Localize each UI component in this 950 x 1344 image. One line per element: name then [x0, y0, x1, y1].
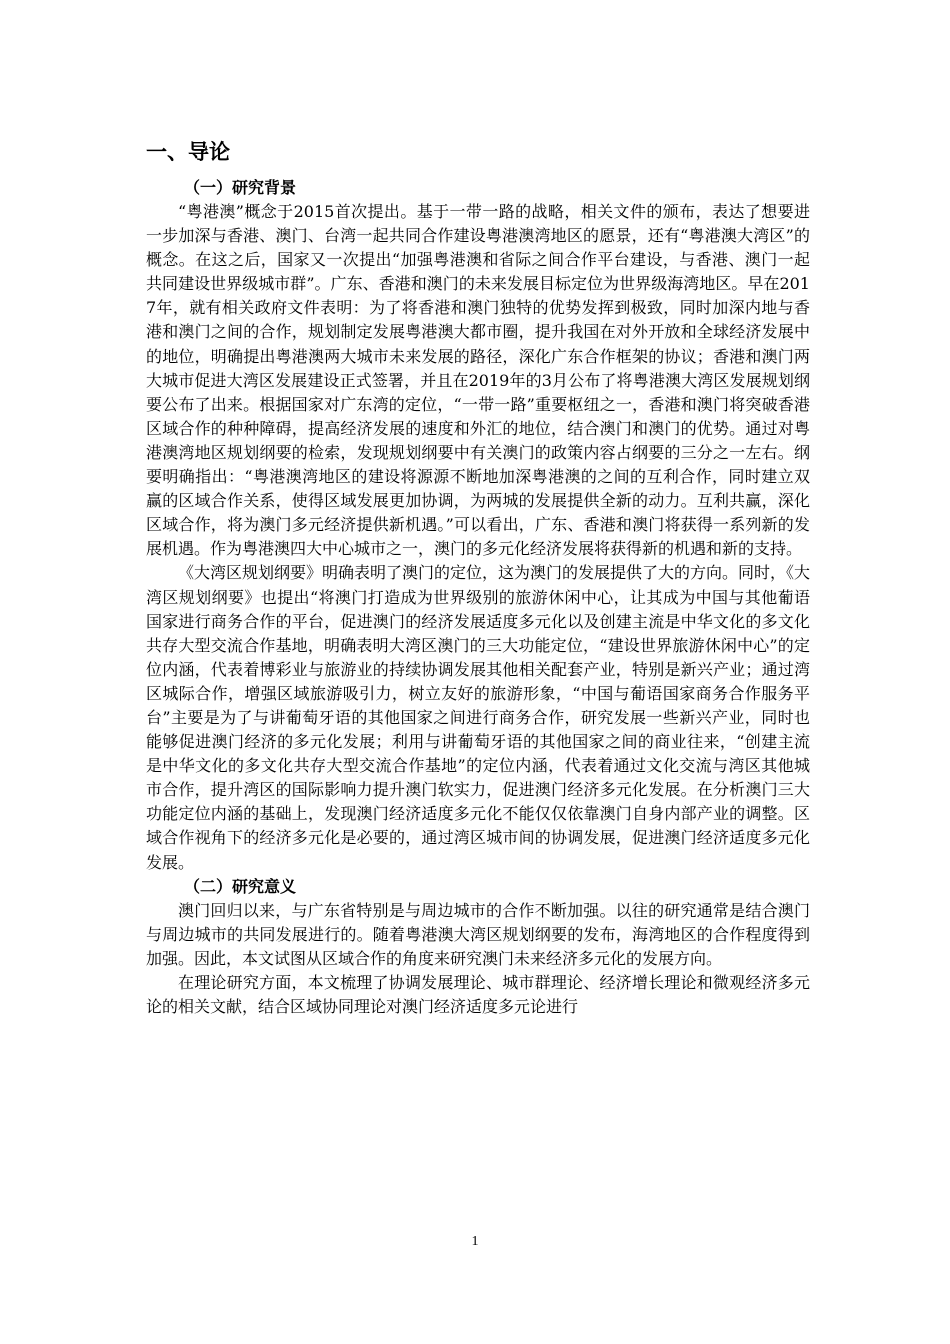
- paragraph: “粤港澳”概念于2015首次提出。基于一带一路的战略，相关文件的颁布，表达了想要进一步加深与香港、澳门、台湾一起共同合作建设粤港澳湾地区的愿景，还有“粤港澳大湾区”的概念。在这之后，国家又一次提出“加强粤港澳和省际之间合作平台建设，与香港、澳门一起共同建设世界级城市群”。广东、香港和澳门的未来发展目标定位为世界级海湾地区。早在2017年，就有相关政府文件表明：为了将香港和澳门独特的优势发挥到极致，同时加深内地与香港和澳门之间的合作，规划制定发展粤港澳大都市圈，提升我国在对外开放和全球经济发展中的地位，明确提出粤港澳两大城市未来发展的路径，深化广东合作框架的协议；香港和澳门两大城市促进大湾区发展建设正式签署，并且在2019年的3月公布了将粤港澳大湾区发展规划纲要公布了出来。根据国家对广东湾的定位，“一带一路”重要枢纽之一，香港和澳门将突破香港区域合作的种种障碍，提高经济发展的速度和外汇的地位，结合澳门和澳门的优势。通过对粤港澳湾地区规划纲要的检索，发现规划纲要中有关澳门的政策内容占纲要的三分之一左右。纲要明确指出：“粤港澳湾地区的建设将源源不断地加深粤港澳的之间的互利合作，同时建立双赢的区域合作关系，使得区域发展更加协调，为两城的发展提供全新的动力。互利共赢，深化区域合作，将为澳门多元经济提供新机遇。”可以看出，广东、香港和澳门将获得一系列新的发展机遇。作为粤港澳四大中心城市之一，澳门的多元化经济发展将获得新的机遇和新的支持。: [146, 202, 810, 559]
- section-heading-background: （一）研究背景: [184, 178, 297, 197]
- page-number: 1: [471, 1234, 479, 1249]
- paragraph: 澳门回归以来，与广东省特别是与周边城市的合作不断加强。以往的研究通常是结合澳门与周边城市的共同发展进行的。随着粤港澳大湾区规划纲要的发布，海湾地区的合作程度得到加强。因此，本文试图从区域合作的角度来研究澳门未来经济多元化的发展方向。: [146, 900, 810, 968]
- page-content: [146, 138, 810, 1019]
- chapter-heading: 一、导论: [146, 140, 230, 164]
- paragraph: 《大湾区规划纲要》明确表明了澳门的定位，这为澳门的发展提供了大的方向。同时，《大湾区规划纲要》也提出“将澳门打造成为世界级别的旅游休闲中心，让其成为中国与其他葡语国家进行商务合作的平台，促进澳门的经济发展适度多元化以及创建主流是中华文化的多文化共存大型交流合作基地，明确表明大湾区澳门的三大功能定位，“建设世界旅游休闲中心”的定位内涵，代表着博彩业与旅游业的持续协调发展其他相关配套产业，特别是新兴产业；通过湾区城际合作，增强区域旅游吸引力，树立友好的旅游形象，“中国与葡语国家商务合作服务平台”主要是为了与讲葡萄牙语的其他国家之间进行商务合作，研究发展一些新兴产业，同时也能够促进澳门经济的多元化发展；利用与讲葡萄牙语的其他国家之间的商业往来，“创建主流是中华文化的多文化共存大型交流合作基地”的定位内涵，代表着通过文化交流与湾区其他城市合作，提升湾区的国际影响力提升澳门软实力，促进澳门经济多元化发展。在分析澳门三大功能定位内涵的基础上，发现澳门经济适度多元化不能仅仅依靠澳门自身内部产业的调整。区域合作视角下的经济多元化是必要的，通过湾区城市间的协调发展，促进澳门经济适度多元化发展。: [146, 563, 811, 872]
- paragraph: 在理论研究方面，本文梳理了协调发展理论、城市群理论、经济增长理论和微观经济多元论的相关文献，结合区域协同理论对澳门经济适度多元论进行: [146, 972, 810, 1016]
- section-heading-significance: （二）研究意义: [184, 876, 297, 896]
